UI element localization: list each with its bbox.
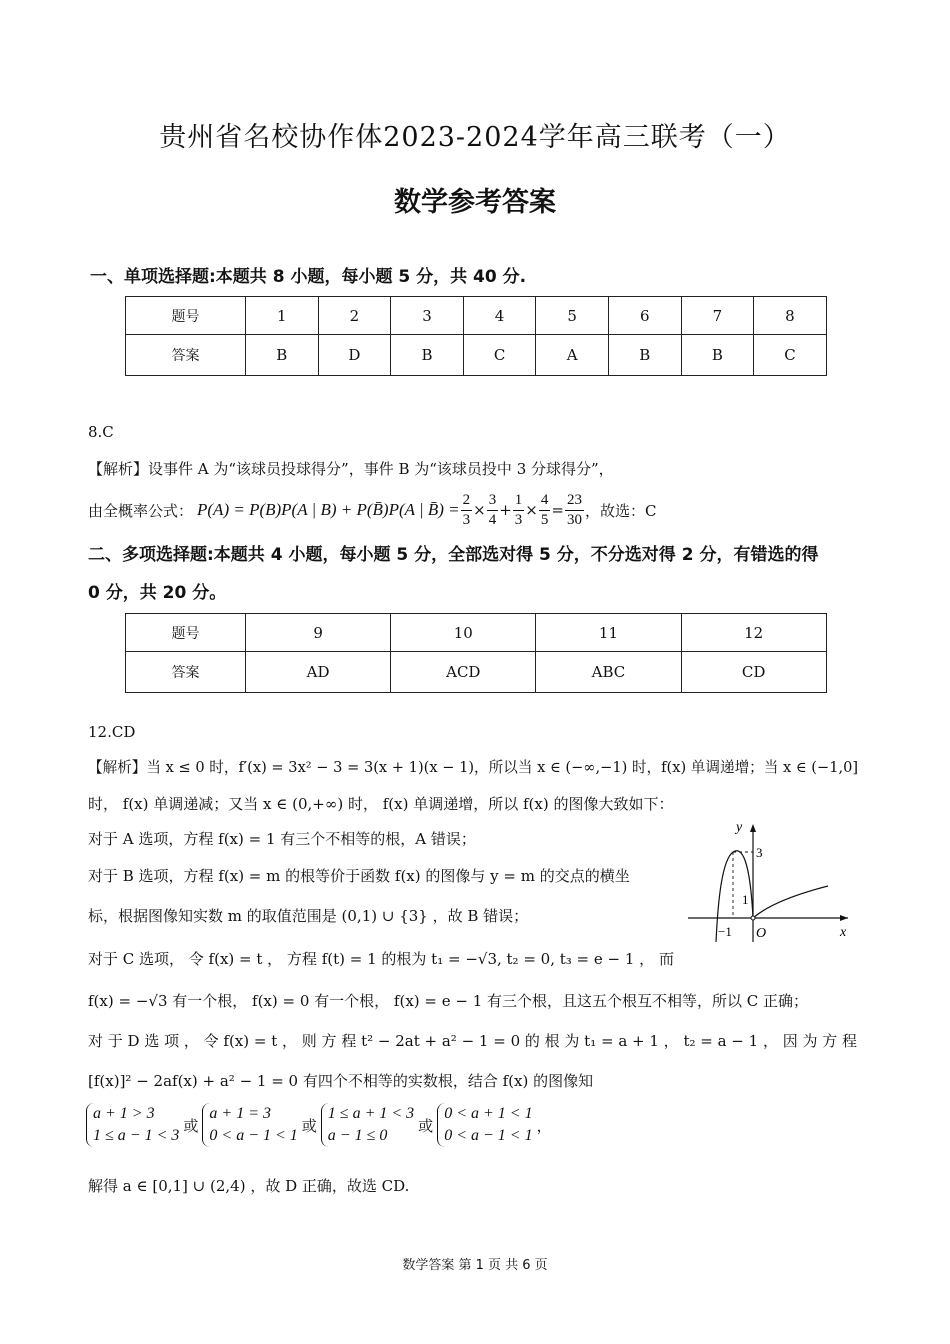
table-cell: 7 xyxy=(681,297,754,335)
table-cell: ACD xyxy=(391,652,536,693)
table-cell: 8 xyxy=(754,297,827,335)
table-row xyxy=(126,297,827,335)
table-cell: ABC xyxy=(536,652,681,693)
q12-label: 12.CD xyxy=(88,723,136,741)
table-cell: A xyxy=(536,335,609,376)
inequality: a − 1 ≤ 0 xyxy=(327,1127,388,1144)
inequality: a + 1 = 3 xyxy=(209,1105,271,1122)
denominator: 4 xyxy=(488,511,497,528)
or-word: 或 xyxy=(418,1116,434,1135)
q8-label: 8.C xyxy=(88,423,114,441)
q8-formula-line xyxy=(88,488,656,532)
section1-heading: 一、单项选择题:本题共 8 小题，每小题 5 分，共 40 分. xyxy=(90,267,527,287)
table-cell: D xyxy=(318,335,391,376)
table-cell: 2 xyxy=(318,297,391,335)
times-sign: × xyxy=(473,501,486,519)
tick-y3-label: 3 xyxy=(756,845,763,860)
q12-line2: 时， f(x) 单调递减；又当 x ∈ (0,+∞) 时， f(x) 单调递增，所以 f(x) 的图像大致如下： xyxy=(88,795,674,813)
or-word: 或 xyxy=(301,1116,317,1135)
inequality: 1 ≤ a − 1 < 3 xyxy=(93,1127,180,1144)
table-cell: CD xyxy=(681,652,826,693)
q12-option-c-line1: 对于 C 选项， 令 f(x) = t ， 方程 f(t) = 1 的根为 t₁ = −√3, t₂ = 0, t₃ = e − 1 ， 而 xyxy=(88,950,674,968)
table-cell: C xyxy=(463,335,536,376)
table-cell: B xyxy=(391,335,464,376)
q12-option-a: 对于 A 选项，方程 f(x) = 1 有三个不相等的根，A 错误； xyxy=(88,830,476,848)
table-cell: 11 xyxy=(536,614,681,652)
table-cell: B xyxy=(608,335,681,376)
fraction xyxy=(565,491,584,530)
right-curve xyxy=(753,886,828,918)
single-choice-table xyxy=(125,296,827,376)
numerator: 2 xyxy=(461,491,473,511)
table-header-cell: 题号 xyxy=(126,614,246,652)
q12-line1: 【解析】当 x ≤ 0 时，f′(x) = 3x² − 3 = 3(x + 1)(x − 1)，所以当 x ∈ (−∞,−1) 时，f(x) 单调递增；当 x ∈ (−1,0] xyxy=(88,759,859,776)
x-axis-label: x xyxy=(840,925,847,940)
inequality: 0 < a − 1 < 1 xyxy=(444,1127,533,1144)
x-axis-arrow-icon xyxy=(840,915,848,921)
table-cell: 10 xyxy=(391,614,536,652)
table-cell: 4 xyxy=(463,297,536,335)
inequality: 1 ≤ a + 1 < 3 xyxy=(327,1105,415,1122)
y-axis-arrow-icon xyxy=(750,824,756,832)
q12-option-c-line2: f(x) = −√3 有一个根， f(x) = 0 有一个根， f(x) = e − 1 有三个根，且这五个根互不相等，所以 C 正确； xyxy=(88,992,809,1010)
q12-option-d-line2: [f(x)]² − 2af(x) + a² − 1 = 0 有四个不相等的实数根，结合 f(x) 的图像知 xyxy=(88,1072,594,1090)
fraction xyxy=(487,491,499,530)
plus-sign: + xyxy=(499,501,512,519)
multi-choice-table xyxy=(125,613,827,693)
or-word: 或 xyxy=(183,1116,199,1135)
q12-option-b-line1: 对于 B 选项，方程 f(x) = m 的根等价于函数 f(x) 的图像与 y = m 的交点的横坐 xyxy=(88,867,630,885)
denominator: 5 xyxy=(540,511,549,528)
numerator: 23 xyxy=(565,491,584,511)
open-point xyxy=(751,916,755,920)
numerator: 4 xyxy=(539,491,551,511)
comma: ， xyxy=(536,1116,552,1135)
table-row xyxy=(126,335,827,376)
y-axis-label: y xyxy=(736,820,743,835)
q8-formula: P(A) = P(B)P(A | B) + P(B̄)P(A | B̄) = xyxy=(197,500,460,519)
q12-option-d-line1: 对 于 D 选 项 ， 令 f(x) = t ， 则 方 程 t² − 2at + a² − 1 = 0 的 根 为 t₁ = a + 1 ， t₂ = a − 1 ， 因 为 方 程 xyxy=(88,1032,858,1050)
table-cell: 5 xyxy=(536,297,609,335)
q12-systems-line xyxy=(82,1103,552,1147)
inequality: 0 < a + 1 < 1 xyxy=(444,1105,533,1122)
table-header-cell: 答案 xyxy=(126,652,246,693)
tick-y1-label: 1 xyxy=(742,892,749,907)
page-subtitle: 数学参考答案 xyxy=(394,187,556,218)
table-header-cell: 答案 xyxy=(126,335,246,376)
q8-explanation-line1: 【解析】设事件 A 为“该球员投球得分”，事件 B 为“该球员投中 3 分球得分”， xyxy=(88,460,614,478)
tick-xm1-label: −1 xyxy=(718,924,732,939)
table-header-cell: 题号 xyxy=(126,297,246,335)
section2-heading-line1: 二、多项选择题:本题共 4 小题，每小题 5 分，全部选对得 5 分，不分选对得 2 分，有错选的得 xyxy=(88,545,819,565)
page-footer: 数学答案 第 1 页 共 6 页 xyxy=(402,1258,548,1273)
inequality-system xyxy=(321,1103,414,1147)
q12-option-b-line2: 标，根据图像知实数 m 的取值范围是 (0,1) ∪ {3} ，故 B 错误； xyxy=(88,907,529,925)
numerator: 3 xyxy=(487,491,499,511)
function-graph xyxy=(688,820,858,945)
q8-formula-prefix: 由全概率公式： xyxy=(88,501,194,520)
origin-label: O xyxy=(756,926,767,941)
fraction xyxy=(461,491,473,530)
inequality: 0 < a − 1 < 1 xyxy=(209,1127,298,1144)
section2-heading-line2: 0 分，共 20 分。 xyxy=(88,583,227,603)
fraction xyxy=(513,491,525,530)
table-cell: 12 xyxy=(681,614,826,652)
equals-sign: = xyxy=(551,501,564,519)
denominator: 3 xyxy=(514,511,523,528)
table-cell: B xyxy=(246,335,319,376)
table-row xyxy=(126,652,827,693)
inequality: a + 1 > 3 xyxy=(93,1105,155,1122)
inequality-system xyxy=(202,1103,297,1147)
table-cell: 3 xyxy=(391,297,464,335)
times-sign: × xyxy=(525,501,538,519)
page-title: 贵州省名校协作体2023-2024学年高三联考（一） xyxy=(159,122,791,153)
table-row xyxy=(126,614,827,652)
fraction xyxy=(539,491,551,530)
denominator: 30 xyxy=(566,511,582,528)
q8-conclusion: ，故选：C xyxy=(584,501,657,520)
table-cell: B xyxy=(681,335,754,376)
q12-final-line: 解得 a ∈ [0,1] ∪ (2,4) ，故 D 正确，故选 CD. xyxy=(88,1177,410,1195)
numerator: 1 xyxy=(513,491,525,511)
table-cell: 6 xyxy=(608,297,681,335)
table-cell: AD xyxy=(246,652,391,693)
table-cell: 9 xyxy=(246,614,391,652)
inequality-system xyxy=(437,1103,532,1147)
table-cell: C xyxy=(754,335,827,376)
denominator: 3 xyxy=(462,511,471,528)
table-cell: 1 xyxy=(246,297,319,335)
inequality-system xyxy=(86,1103,179,1147)
